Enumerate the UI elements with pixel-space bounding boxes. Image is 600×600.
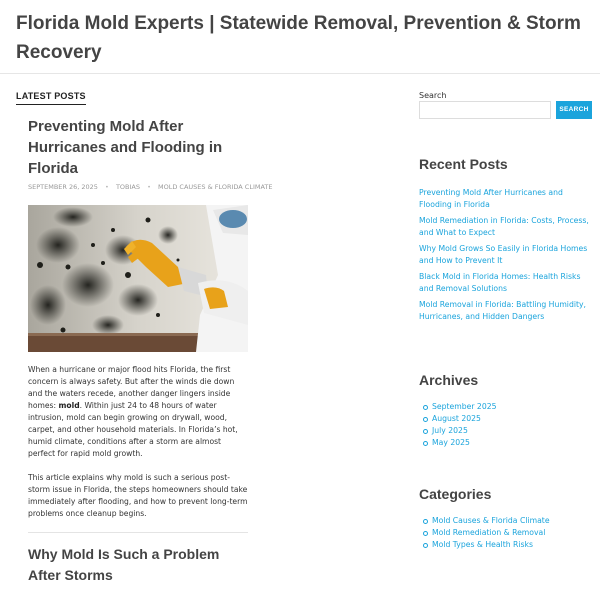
recent-post-item [419, 243, 594, 267]
post-subheading: Why Mold Is Such a Problem After Storms [28, 546, 220, 583]
archive-link[interactable]: August 2025 [432, 414, 481, 423]
recent-post-item [419, 271, 594, 295]
recent-post-link[interactable]: Black Mold in Florida Homes: Health Risks and Removal Solutions [419, 272, 581, 293]
search-input[interactable] [419, 101, 551, 119]
recent-post-item [419, 299, 594, 323]
post-title[interactable]: Preventing Mold After Hurricanes and Flooding in Florida [28, 118, 223, 177]
archives-list [432, 401, 592, 449]
archive-link[interactable]: September 2025 [432, 402, 497, 411]
meta-separator: • [147, 183, 151, 191]
meta-separator: • [105, 183, 109, 191]
recent-posts-title: Recent Posts [419, 156, 508, 172]
bold-keyword: mold [58, 401, 80, 410]
post-category[interactable]: MOLD CAUSES & FLORIDA CLIMATE [157, 183, 273, 191]
recent-post-link[interactable]: Mold Removal in Florida: Battling Humidity, Hurricanes, and Hidden Dangers [419, 300, 586, 321]
post-date[interactable]: SEPTEMBER 26, 2025 [28, 183, 98, 191]
site-header [0, 0, 600, 74]
content-divider [28, 532, 248, 533]
recent-post-link[interactable]: Preventing Mold After Hurricanes and Flooding in Florida [419, 188, 563, 209]
category-link[interactable]: Mold Types & Health Risks [432, 540, 533, 549]
site-title[interactable]: Florida Mold Experts | Statewide Removal, Prevention & Storm Recovery [16, 13, 581, 63]
post-meta [28, 183, 273, 191]
search-label: Search [419, 91, 447, 100]
category-item [432, 527, 592, 539]
post-paragraph-1 [28, 364, 250, 460]
archives-title: Archives [419, 372, 479, 388]
recent-post-link[interactable]: Why Mold Grows So Easily in Florida Homes and How to Prevent It [419, 244, 588, 265]
archive-link[interactable]: May 2025 [432, 438, 470, 447]
post-author[interactable]: TOBIAS [115, 183, 140, 191]
mold-wall-photo [28, 205, 248, 352]
post-featured-image[interactable] [28, 205, 248, 352]
recent-posts-list [419, 187, 594, 327]
category-item [432, 515, 592, 527]
paragraph-text: When a hurricane or major flood hits Florida, the first concern is always safety. But after the winds die down and the waters recede, another danger lingers inside homes: [28, 365, 235, 410]
archive-item [432, 437, 592, 449]
category-link[interactable]: Mold Causes & Florida Climate [432, 516, 550, 525]
recent-post-item [419, 187, 594, 211]
recent-post-item [419, 215, 594, 239]
categories-title: Categories [419, 486, 492, 502]
search-button[interactable]: SEARCH [556, 101, 592, 119]
latest-posts-label: LATEST POSTS [16, 91, 86, 105]
archive-item [432, 425, 592, 437]
categories-list [432, 515, 592, 551]
archive-link[interactable]: July 2025 [432, 426, 468, 435]
category-link[interactable]: Mold Remediation & Removal [432, 528, 546, 537]
category-item [432, 539, 592, 551]
post-excerpt [28, 364, 250, 532]
post-paragraph-2: This article explains why mold is such a serious post-storm issue in Florida, the steps homeowners should take immediately after flooding, and how to prevent long-term problems once cleanup begins. [28, 473, 248, 518]
archive-item [432, 413, 592, 425]
archive-item [432, 401, 592, 413]
recent-post-link[interactable]: Mold Remediation in Florida: Costs, Process, and What to Expect [419, 216, 589, 237]
paragraph-text: . Within just 24 to 48 hours of water intrusion, mold can begin growing on drywall, wood, carpet, and other household materials. In Florida’s hot, humid climate, conditions after a storm are almost perfect for rapid mold growth. [28, 401, 238, 458]
